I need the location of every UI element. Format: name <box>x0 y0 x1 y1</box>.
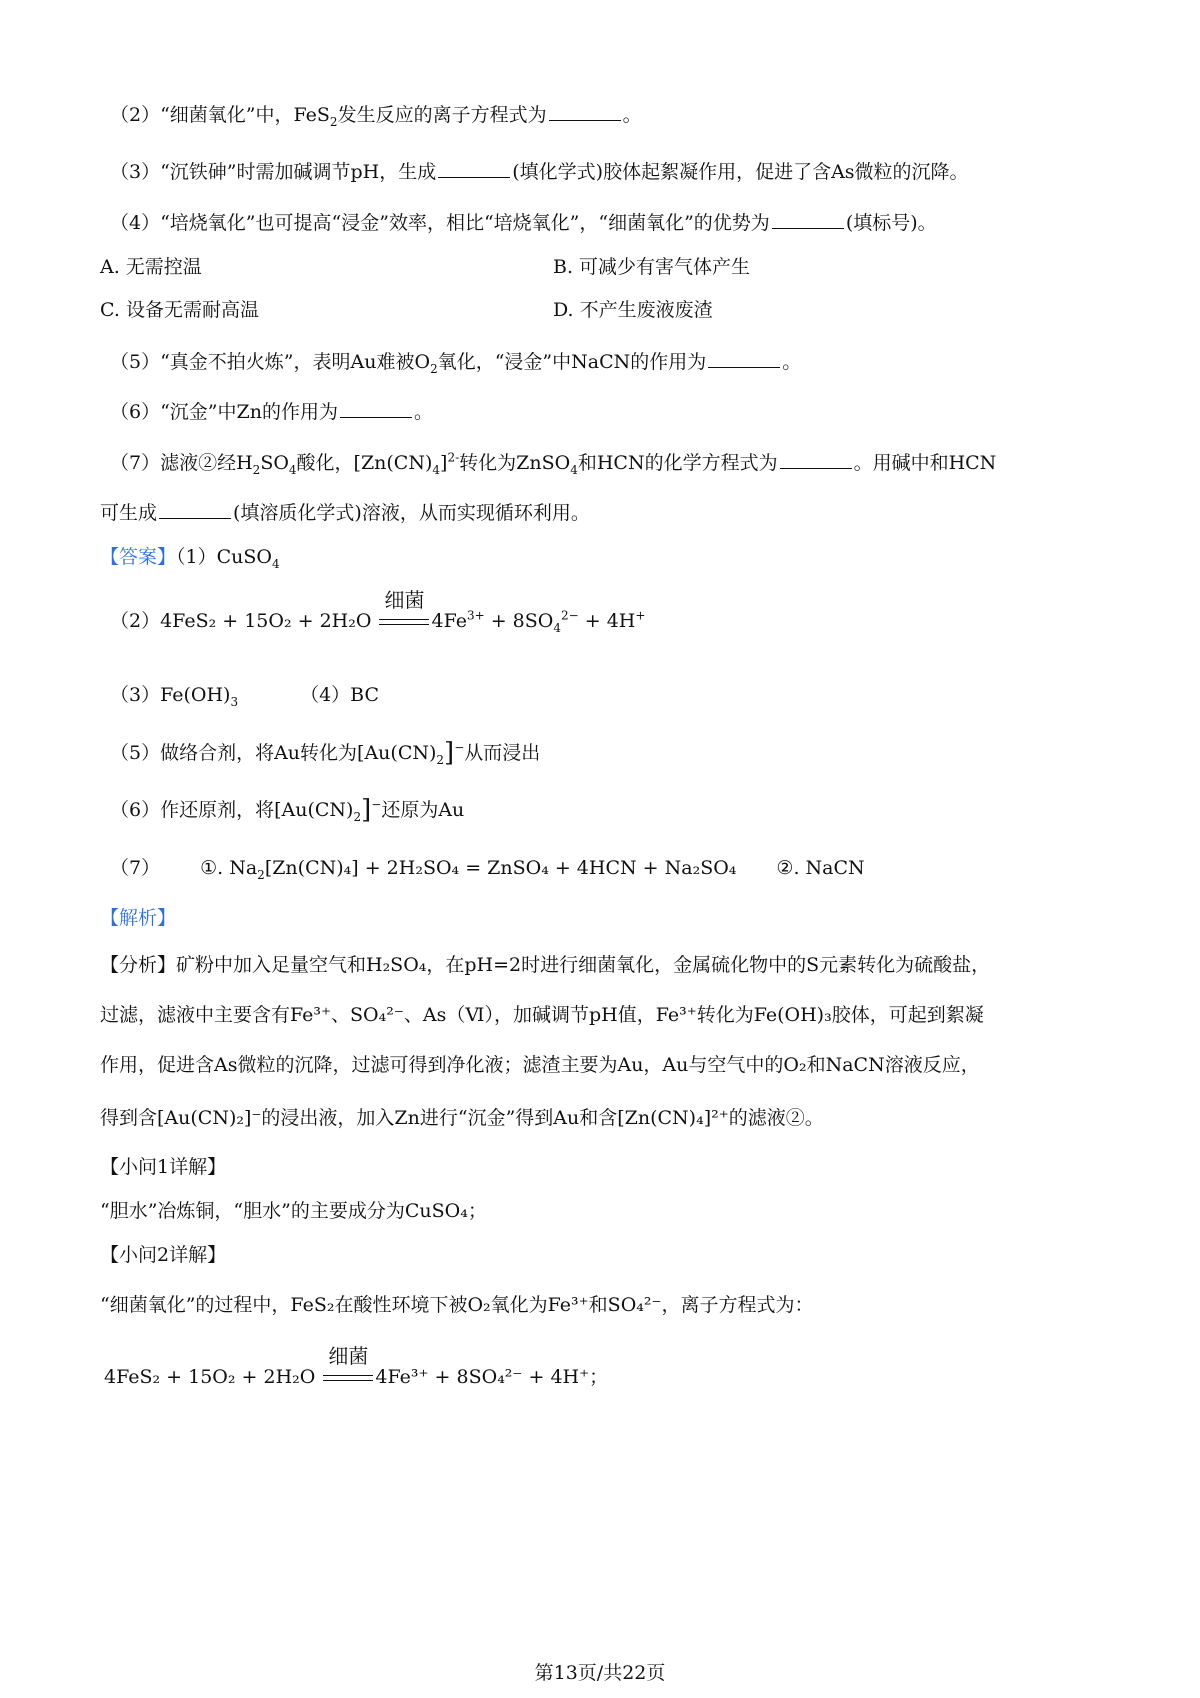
analysis-paragraph-2: 过滤，滤液中主要含有Fe³⁺、SO₄²⁻、As（Ⅵ），加碱调节pH值，Fe³⁺转化为Fe(OH)₃胶体，可起到絮凝 <box>100 1004 984 1026</box>
option-c: C. 设备无需耐高温 <box>100 299 259 321</box>
question-4: （4）“培烧氧化”也可提高“浸金”效率，相比“培烧氧化”，“细菌氧化”的优势为 (填标号)。 <box>110 212 937 234</box>
option-b: B. 可减少有害气体产生 <box>553 256 751 278</box>
page-footer: 第13页/共22页 <box>534 1662 666 1684</box>
question-2: （2）“细菌氧化”中，FeS$_2$发生反应的离子方程式为 。 <box>110 104 642 129</box>
answer-blank[interactable] <box>159 502 231 519</box>
answer-tag: 【答案】 <box>100 546 177 568</box>
analysis-paragraph-1: 【分析】矿粉中加入足量空气和H₂SO₄，在pH=2时进行细菌氧化，金属硫化物中的S元素转化为硫酸盐， <box>100 954 991 976</box>
answer-3-4: $(3)Fe(OH)_3$ （4）BC <box>110 684 380 709</box>
sub-question-1-title: 【小问1详解】 <box>100 1156 227 1178</box>
question-7-continued: 可生成 (填溶质化学式)溶液，从而实现循环利用。 <box>100 502 590 524</box>
answer-blank[interactable] <box>780 452 852 469</box>
answer-5: （5）做络合剂，将Au转化为$[Au(CN)_2]^-$从而浸出 <box>110 738 541 768</box>
answer-2: （2）4FeS₂ + 15O₂ + 2H₂O 细菌 $4Fe^{3+} + 8SO_4^{2-} + 4H^+$ <box>110 588 646 635</box>
analysis-paragraph-3: 作用，促进含As微粒的沉降，过滤可得到净化液；滤渣主要为Au，Au与空气中的O₂和NaCN溶液反应， <box>100 1054 980 1076</box>
analysis-tag: 【解析】 <box>100 907 177 929</box>
reaction-condition: 细菌 <box>377 610 431 632</box>
question-6: （6）“沉金”中Zn的作用为 。 <box>110 401 433 423</box>
answer-7: （7） ①. $Na_2[Zn(CN)_4] + 2H_2SO_4$ = ZnSO₄ + 4HCN + Na₂SO₄ ②. NaCN <box>110 857 865 882</box>
answer-1: 【答案】（1）CuSO$_4$ <box>100 546 280 571</box>
answer-blank[interactable] <box>340 401 412 418</box>
answer-blank[interactable] <box>772 212 844 229</box>
sub-question-2-text: “细菌氧化”的过程中，FeS₂在酸性环境下被O₂氧化为Fe³⁺和SO₄²⁻，离子方程式为： <box>100 1294 814 1316</box>
answer-6: （6）作还原剂，将$[Au(CN)_2]^-$还原为Au <box>110 795 465 825</box>
option-a: A. 无需控温 <box>100 256 202 278</box>
question-5: （5）“真金不拍火炼”，表明Au难被$O_2$氧化，“浸金”中NaCN的作用为 。 <box>110 351 802 376</box>
sub-question-1-text: “胆水”冶炼铜，“胆水”的主要成分为CuSO₄； <box>100 1200 487 1222</box>
answer-blank[interactable] <box>708 351 780 368</box>
question-3: （3）“沉铁砷”时需加碱调节pH，生成 (填化学式)胶体起絮凝作用，促进了含As微粒的沉降。 <box>110 161 969 183</box>
reaction-condition: 细菌 <box>321 1366 375 1388</box>
answer-blank[interactable] <box>549 104 621 121</box>
sub-question-2-title: 【小问2详解】 <box>100 1244 227 1266</box>
option-d: D. 不产生废液废渣 <box>553 299 713 321</box>
analysis-paragraph-4: 得到含[Au(CN)₂]⁻的浸出液，加入Zn进行“沉金”得到Au和含[Zn(CN)₄]²⁺的滤液②。 <box>100 1107 824 1129</box>
question-7: （7）滤液②经$H_2SO_4$酸化，$[Zn(CN)_4]^{2-}$转化为ZnSO$_4$和HCN的化学方程式为 。用碱中和HCN <box>110 450 997 477</box>
sub-question-2-equation: 4FeS₂ + 15O₂ + 2H₂O 细菌 4Fe³⁺ + 8SO₄²⁻ + 4H⁺； <box>104 1344 609 1388</box>
answer-blank[interactable] <box>438 161 510 178</box>
